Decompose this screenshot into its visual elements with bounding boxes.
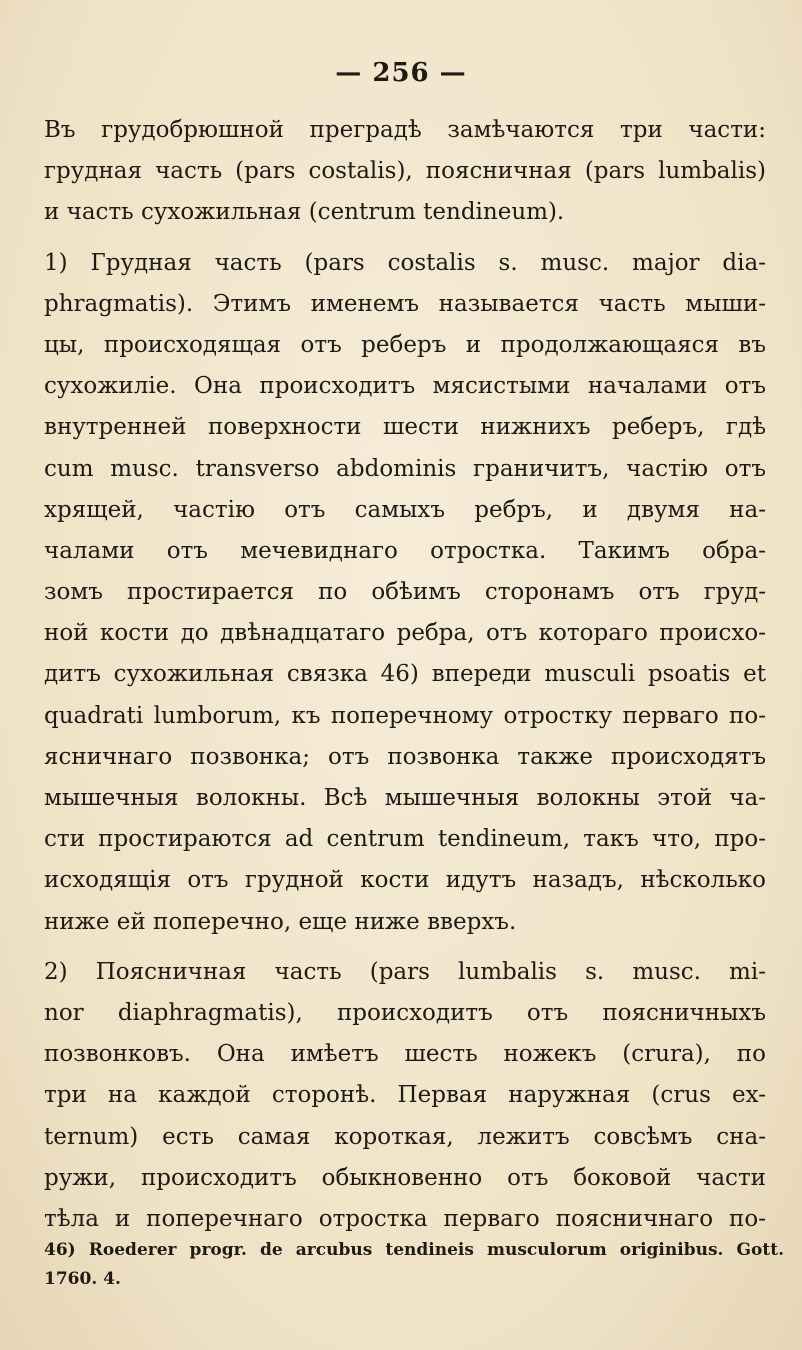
- text-line: 1) Грудная часть (pars costalis s. musc. major dia-: [44, 249, 766, 276]
- text-line: 2) Поясничная часть (pars lumbalis s. musc. mi-: [44, 958, 766, 985]
- text-line: хрящей, частію отъ самыхъ ребръ, и двумя на-: [44, 496, 766, 523]
- text-line: nor diaphragmatis), происходитъ отъ поясничныхъ: [44, 999, 766, 1026]
- footnote-line: 46) Roederer progr. de arcubus tendineis musculorum originibus. Gott.: [44, 1240, 784, 1260]
- footnote: [44, 1236, 784, 1294]
- text-line: чалами отъ мечевиднаго отростка. Такимъ обра-: [44, 537, 766, 564]
- text-line: и часть сухожильная (centrum tendineum).: [44, 199, 565, 226]
- text-line: тѣла и поперечнаго отростка перваго поясничнаго по-: [44, 1205, 766, 1232]
- paragraph-2: [44, 243, 766, 943]
- text-line: quadrati lumborum, къ поперечному отростку перваго по-: [44, 702, 766, 729]
- text-line: исходящія отъ грудной кости идутъ назадъ, нѣсколько: [44, 867, 766, 894]
- page-number: — 256 —: [335, 58, 467, 88]
- paragraph-1: [44, 110, 766, 234]
- text-line: внутренней поверхности шести нижнихъ реберъ, гдѣ: [44, 414, 766, 441]
- text-line: ной кости до двѣнадцатаго ребра, отъ котораго происхо-: [44, 620, 766, 647]
- footnote-line: 1760. 4.: [44, 1269, 121, 1289]
- text-line: мышечныя волокны. Всѣ мышечныя волокны этой ча-: [44, 785, 766, 811]
- text-line: грудная часть (pars costalis), поясничная (pars lumbalis): [44, 158, 766, 185]
- text-line: phragmatis). Этимъ именемъ называется часть мыши-: [44, 290, 766, 317]
- paragraph-3: [44, 952, 766, 1240]
- text-line: ниже ей поперечно, еще ниже вверхъ.: [44, 908, 517, 935]
- text-line: Въ грудобрюшной преградѣ замѣчаются три части:: [44, 117, 766, 143]
- text-line: ясничнаго позвонка; отъ позвонка также происходятъ: [44, 743, 766, 770]
- body-text: [44, 110, 766, 1240]
- text-line: cum musc. transverso abdominis граничитъ, частію отъ: [44, 455, 766, 482]
- text-line: три на каждой сторонѣ. Первая наружная (crus ex-: [44, 1082, 766, 1109]
- text-line: ternum) есть самая короткая, лежитъ совсѣмъ сна-: [44, 1123, 766, 1150]
- text-line: ружи, происходитъ обыкновенно отъ боковой части: [44, 1164, 766, 1191]
- text-line: зомъ простирается по обѣимъ сторонамъ отъ груд-: [44, 579, 766, 606]
- text-line: позвонковъ. Она имѣетъ шесть ножекъ (crura), по: [44, 1041, 766, 1068]
- text-line: цы, происходящая отъ реберъ и продолжающаяся въ: [44, 331, 766, 358]
- text-line: дитъ сухожильная связка 46) впереди musculi psoatis et: [44, 661, 766, 688]
- text-line: сти простираются ad centrum tendineum, такъ что, про-: [44, 826, 766, 853]
- text-line: сухожиліе. Она происходитъ мясистыми началами отъ: [44, 373, 766, 400]
